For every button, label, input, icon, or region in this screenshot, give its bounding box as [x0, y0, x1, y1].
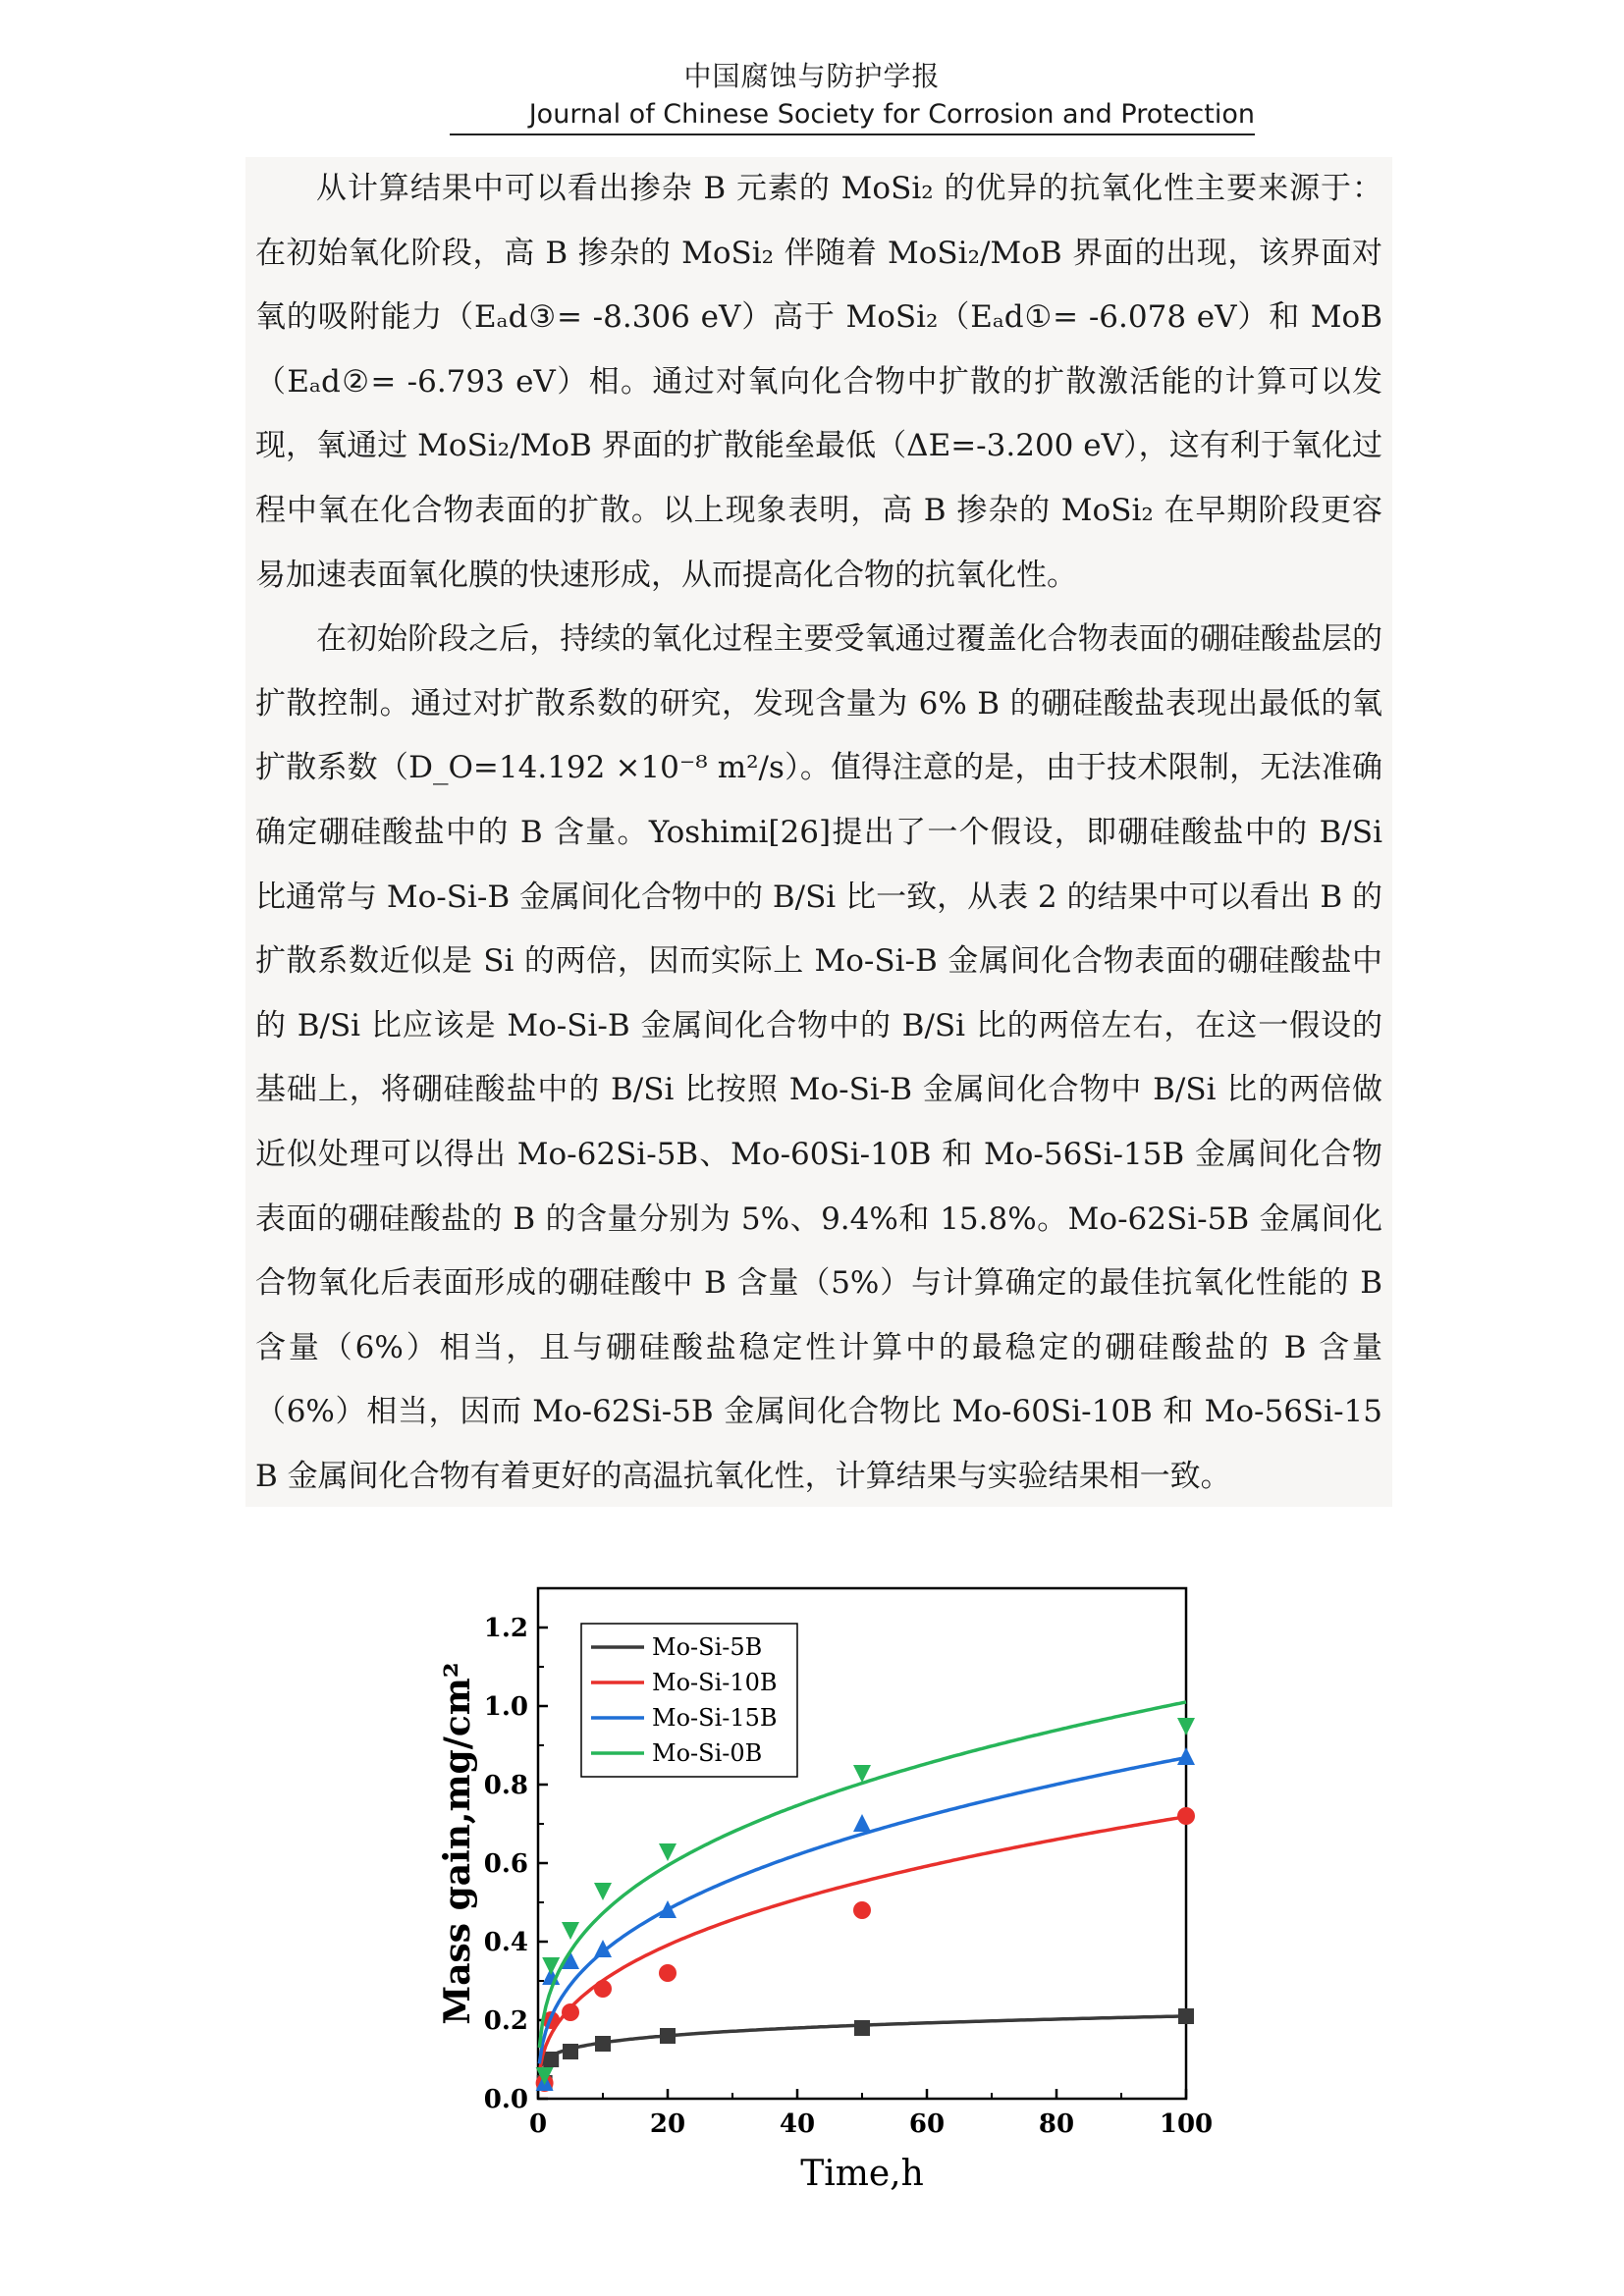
x-tick-label: 100 [1159, 2109, 1214, 2139]
legend-label: Mo-Si-5B [652, 1633, 763, 1661]
y-tick-label: 0.2 [483, 2006, 528, 2036]
paragraph-1: 从计算结果中可以看出掺杂 B 元素的 MoSi₂ 的优异的抗氧化性主要来源于：在初始氧化阶段，高 B 掺杂的 MoSi₂ 伴随着 MoSi₂/MoB 界面的出现，该界面对氧的吸附能力（Eₐd③= -8.306 eV）高于 MoSi₂（Eₐd①= -6.078 eV）和 MoB（Eₐd②= -6.793 eV）相。通过对氧向化合物中扩散的扩散激活能的计算可以发现，氧通过 MoSi₂/MoB 界面的扩散能垒最低（ΔE=-3.200 eV），这有利于氧化过程中氧在化合物表面的扩散。以上现象表明，高 B 掺杂的 MoSi₂ 在早期阶段更容易加速表面氧化膜的快速形成，从而提高化合物的抗氧化性。 [255, 171, 1382, 593]
data-point [659, 1843, 677, 1861]
data-point [1177, 1807, 1195, 1825]
data-point [543, 2052, 559, 2067]
data-point [1178, 2008, 1194, 2024]
x-tick-label: 60 [908, 2109, 946, 2139]
x-tick-label: 20 [649, 2109, 686, 2139]
y-tick-label: 1.0 [483, 1692, 528, 1722]
data-point [853, 1901, 871, 1919]
data-point [595, 2036, 611, 2052]
data-point [854, 2020, 870, 2036]
plot-area [437, 1588, 1213, 2194]
x-tick-label: 40 [779, 2109, 816, 2139]
x-tick-label: 0 [528, 2109, 548, 2139]
y-tick-label: 0.0 [483, 2085, 528, 2114]
data-point [562, 1922, 579, 1940]
journal-header [0, 57, 1624, 130]
y-axis-title: Mass gain,mg/cm² [437, 1662, 478, 2025]
article-body [245, 157, 1392, 1507]
journal-title-cn: 中国腐蚀与防护学报 [683, 60, 941, 92]
y-tick-label: 0.8 [483, 1771, 528, 1800]
data-point [1177, 1747, 1195, 1765]
data-point [853, 1814, 871, 1832]
data-point [1177, 1718, 1195, 1735]
data-point [660, 2028, 676, 2044]
data-point [563, 2044, 578, 2059]
data-point [659, 1964, 677, 1982]
legend-label: Mo-Si-15B [652, 1704, 778, 1732]
y-tick-label: 0.4 [483, 1928, 528, 1957]
legend-label: Mo-Si-0B [652, 1739, 763, 1767]
mass-gain-chart [412, 1561, 1218, 2238]
journal-title-en: Journal of Chinese Society for Corrosion and Protection [450, 98, 1255, 135]
chart-svg [412, 1561, 1218, 2238]
paragraph-2: 在初始阶段之后，持续的氧化过程主要受氧通过覆盖化合物表面的硼硅酸盐层的扩散控制。通过对扩散系数的研究，发现含量为 6% B 的硼硅酸盐表现出最低的氧扩散系数（D_O=14.192 ×10⁻⁸ m²/s）。值得注意的是，由于技术限制，无法准确确定硼硅酸盐中的 B 含量。Yoshimi[26]提出了一个假设，即硼硅酸盐中的 B/Si 比通常与 Mo-Si-B 金属间化合物中的 B/Si 比一致，从表 2 的结果中可以看出 B 的扩散系数近似是 Si 的两倍，因而实际上 Mo-Si-B 金属间化合物表面的硼硅酸盐中的 B/Si 比应该是 Mo-Si-B 金属间化合物中的 B/Si 比的两倍左右，在这一假设的基础上，将硼硅酸盐中的 B/Si 比按照 Mo-Si-B 金属间化合物中 B/Si 比的两倍做近似处理可以得出 Mo-62Si-5B、Mo-60Si-10B 和 Mo-56Si-15B 金属间化合物表面的硼硅酸盐的 B 的含量分别为 5%、9.4%和 15.8%。Mo-62Si-5B 金属间化合物氧化后表面形成的硼硅酸中 B 含量（5%）与计算确定的最佳抗氧化性能的 B 含量（6%）相当，且与硼硅酸盐稳定性计算中的最稳定的硼硅酸盐的 B 含量（6%）相当，因而 Mo-62Si-5B 金属间化合物比 Mo-60Si-10B 和 Mo-56Si-15B 金属间化合物有着更好的高温抗氧化性，计算结果与实验结果相一致。 [255, 621, 1382, 1494]
y-tick-label: 0.6 [483, 1849, 528, 1879]
data-point [594, 1883, 612, 1900]
data-point [594, 1980, 612, 1998]
data-point [659, 1900, 677, 1918]
x-axis-title: Time,h [800, 2154, 924, 2194]
x-tick-label: 80 [1038, 2109, 1075, 2139]
y-tick-label: 1.2 [483, 1614, 528, 1643]
legend-label: Mo-Si-10B [652, 1669, 778, 1696]
data-point [562, 2003, 579, 2021]
